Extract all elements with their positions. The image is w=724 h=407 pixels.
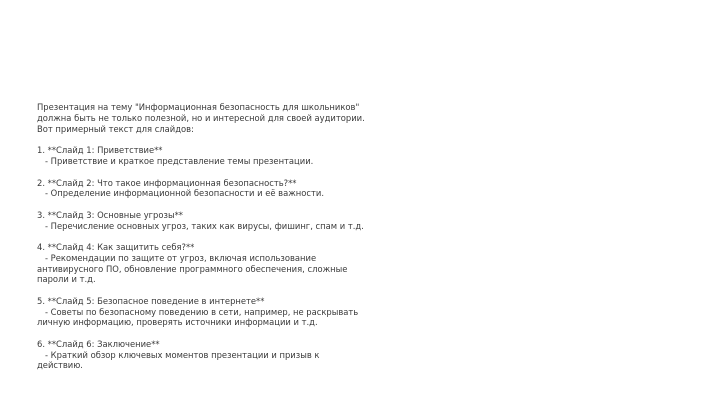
slide-item-5 [37,296,367,328]
slide-item-3 [37,210,367,232]
slide-title: 3. **Слайд 3: Основные угрозы** [37,209,183,220]
slide-item-6 [37,339,367,371]
slide-title: 2. **Слайд 2: Что такое информационная безопасность?** [37,177,297,188]
slide-description-text: - Приветствие и краткое представление темы презентации. [45,156,314,167]
slide-description [37,221,367,232]
slide-description [37,188,367,199]
slide-title: 5. **Слайд 5: Безопасное поведение в интернете** [37,295,265,306]
slide-item-4 [37,242,367,285]
slide-title: 4. **Слайд 4: Как защитить себя?** [37,241,195,252]
slide-item-1 [37,145,367,167]
slide-title: 6. **Слайд 6: Заключение** [37,338,160,349]
intro-paragraph: Презентация на тему "Информационная безопасность для школьников" должна быть не только полезной, но и интересной для своей аудитории. Вот примерный текст для слайдов: [37,102,365,134]
slide-title: 1. **Слайд 1: Приветствие** [37,145,163,156]
slide-description [37,350,367,372]
slide-description-text: - Советы по безопасному поведению в сети, например, не раскрывать личную информацию, проверять источники информации и т.д. [37,306,359,328]
slide-description-text: - Перечисление основных угроз, таких как вирусы, фишинг, спам и т.д. [45,220,364,231]
slide-item-2 [37,178,367,200]
slide-description-text: - Определение информационной безопасности и её важности. [45,188,324,199]
slide-description-text: - Рекомендации по защите от угроз, включая использование антивирусного ПО, обновление программного обеспечения, сложные пароли и т.д. [37,252,348,285]
slide-description [37,253,367,285]
slide-description [37,307,367,329]
slide-description [37,156,367,167]
slide-description-text: - Краткий обзор ключевых моментов презентации и призыв к действию. [37,349,320,371]
document-text [37,102,367,382]
